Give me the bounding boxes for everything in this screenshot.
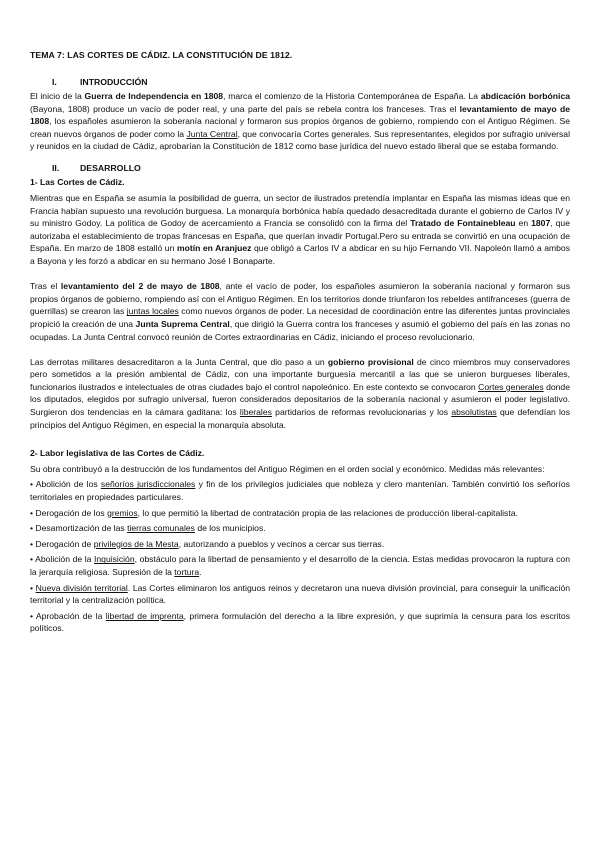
paragraph-guerra: Mientras que en España se asumía la posibilidad de guerra, un sector de ilustrados pretendía implantar en España las mismas ideas que en Francia habían supuesto una revolución burguesa. La monarquía borbónica había quedado desacreditada durante el gobierno de Carlos IV y su ministro Godoy. La política de Godoy de acercamiento a Francia se consolidó con la firma del Tratado de Fontainebleau en 1807, que autorizaba el establecimiento de tropas francesas en España, que querían invadir Portugal.Pero su entrada se convirtió en una ocupación de España. En marzo de 1808 estalló un motín en Aranjuez que obligó a Carlos IV a abdicar en su hijo Fernando VII. Napoleón llamó a ambos a Bayona y les forzó a abdicar en su hermano José I Bonaparte. xyxy=(30,192,570,266)
list-item: • Abolición de los señoríos jurisdiccionales y fin de los privilegios judiciales que nobleza y clero mantenían. También convirtió los señoríos territoriales en propiedades particulares. xyxy=(30,479,570,503)
list-item: • Nueva división territorial. Las Cortes eliminaron los antiguos reinos y decretaron una nueva división provincial, para conseguir la unificación territorial y la centralización política. xyxy=(30,582,571,606)
section-title: DESARROLLO xyxy=(80,162,141,173)
subsection-title-cortes: 1- Las Cortes de Cádiz. xyxy=(30,176,125,187)
section-heading-introduccion xyxy=(30,77,570,87)
document-page xyxy=(30,50,570,638)
paragraph-cortes-generales: Las derrotas militares desacreditaron a la Junta Central, que dio paso a un gobierno provisional de cinco miembros muy conservadores pero sometidos a la presión ambiental de Cádiz, con una importante burguesía mercantil a las que se unieron burgueses liberales, funcionarios ilustrados e intelectuales de otras ciudades bajo el control napoleónico. En este contexto se convocaron Cortes generales donde los diputados, elegidos por sufragio universal, fueron considerados depositarios de la soberanía nacional y asumieron el poder legislativo. Surgieron dos tendencias en la cámara gaditana: los liberales partidarios de reformas revolucionarias y los absolutistas que defendían los principios del Antiguo Régimen, en especial la monarquía absoluta. xyxy=(30,356,570,430)
section-number: I. xyxy=(52,77,57,87)
section-heading-desarrollo xyxy=(30,163,570,173)
paragraph-medidas: Su obra contribuyó a la destrucción de los fundamentos del Antiguo Régimen en el orden social y económico. Medidas más relevantes: xyxy=(30,463,545,474)
list-item: • Desamortización de las tierras comunales de los municipios. xyxy=(30,523,266,534)
intro-paragraph: El inicio de la Guerra de Independencia en 1808, marca el comienzo de la Historia Contemporánea de España. La abdicación borbónica (Bayona, 1808) produce un vacío de poder real, y una parte del país se rebela contra los franceses. Tras el levantamiento de mayo de 1808, los españoles asumieron la soberanía nacional y formaron sus propios órganos de gobierno, rompiendo con el Antiguo Régimen. Se crean nuevos órganos de poder como la Junta Central, que convocaría Cortes generales. Sus representantes, elegidos por sufragio universal y reunidos en la ciudad de Cádiz, aprobarían la Constitución de 1812 como base jurídica del nuevo estado liberal que se estaba formando. xyxy=(30,91,570,152)
section-number: II. xyxy=(52,162,60,173)
paragraph-juntas: Tras el levantamiento del 2 de mayo de 1808, ante el vacío de poder, los españoles asumieron la soberanía nacional y formaron sus propios órganos de gobierno, rompiendo así con el Antiguo Régimen. En los territorios donde triunfaron los rebeldes antifranceses (guerra de guerrillas) se crearon las juntas locales como nuevos órganos de poder. La necesidad de coordinación entre las diferentes juntas provinciales propició la creación de una Junta Suprema Central, que dirigió la Guerra contra los franceses y asumió el gobierno del país en las zonas no ocupadas. La Junta Central convocó reunión de Cortes extraordinarias en Cádiz, iniciando el proceso revolucionario. xyxy=(30,281,570,342)
list-item: • Aprobación de la libertad de imprenta, primera formulación del derecho a la libre expresión, y que suprimía la censura para los escritos políticos. xyxy=(30,610,570,634)
list-item: • Derogación de los gremios, lo que permitió la libertad de contratación propia de las relaciones de producción liberal-capitalista. xyxy=(30,507,518,518)
list-item: • Derogación de privilegios de la Mesta, autorizando a pueblos y vecinos a cercar sus tierras. xyxy=(30,538,385,549)
document-title: TEMA 7: LAS CORTES DE CÁDIZ. LA CONSTITUCIÓN DE 1812. xyxy=(30,50,293,60)
subsection-title-labor: 2- Labor legislativa de las Cortes de Cádiz. xyxy=(30,447,205,458)
section-title: INTRODUCCIÓN xyxy=(80,77,148,87)
list-item: • Abolición de la Inquisición, obstáculo para la libertad de pensamiento y el desarrollo de la ciencia. Estas medidas provocaron la ruptura con la jerarquía religiosa. Supresión de la tortura. xyxy=(30,554,570,577)
